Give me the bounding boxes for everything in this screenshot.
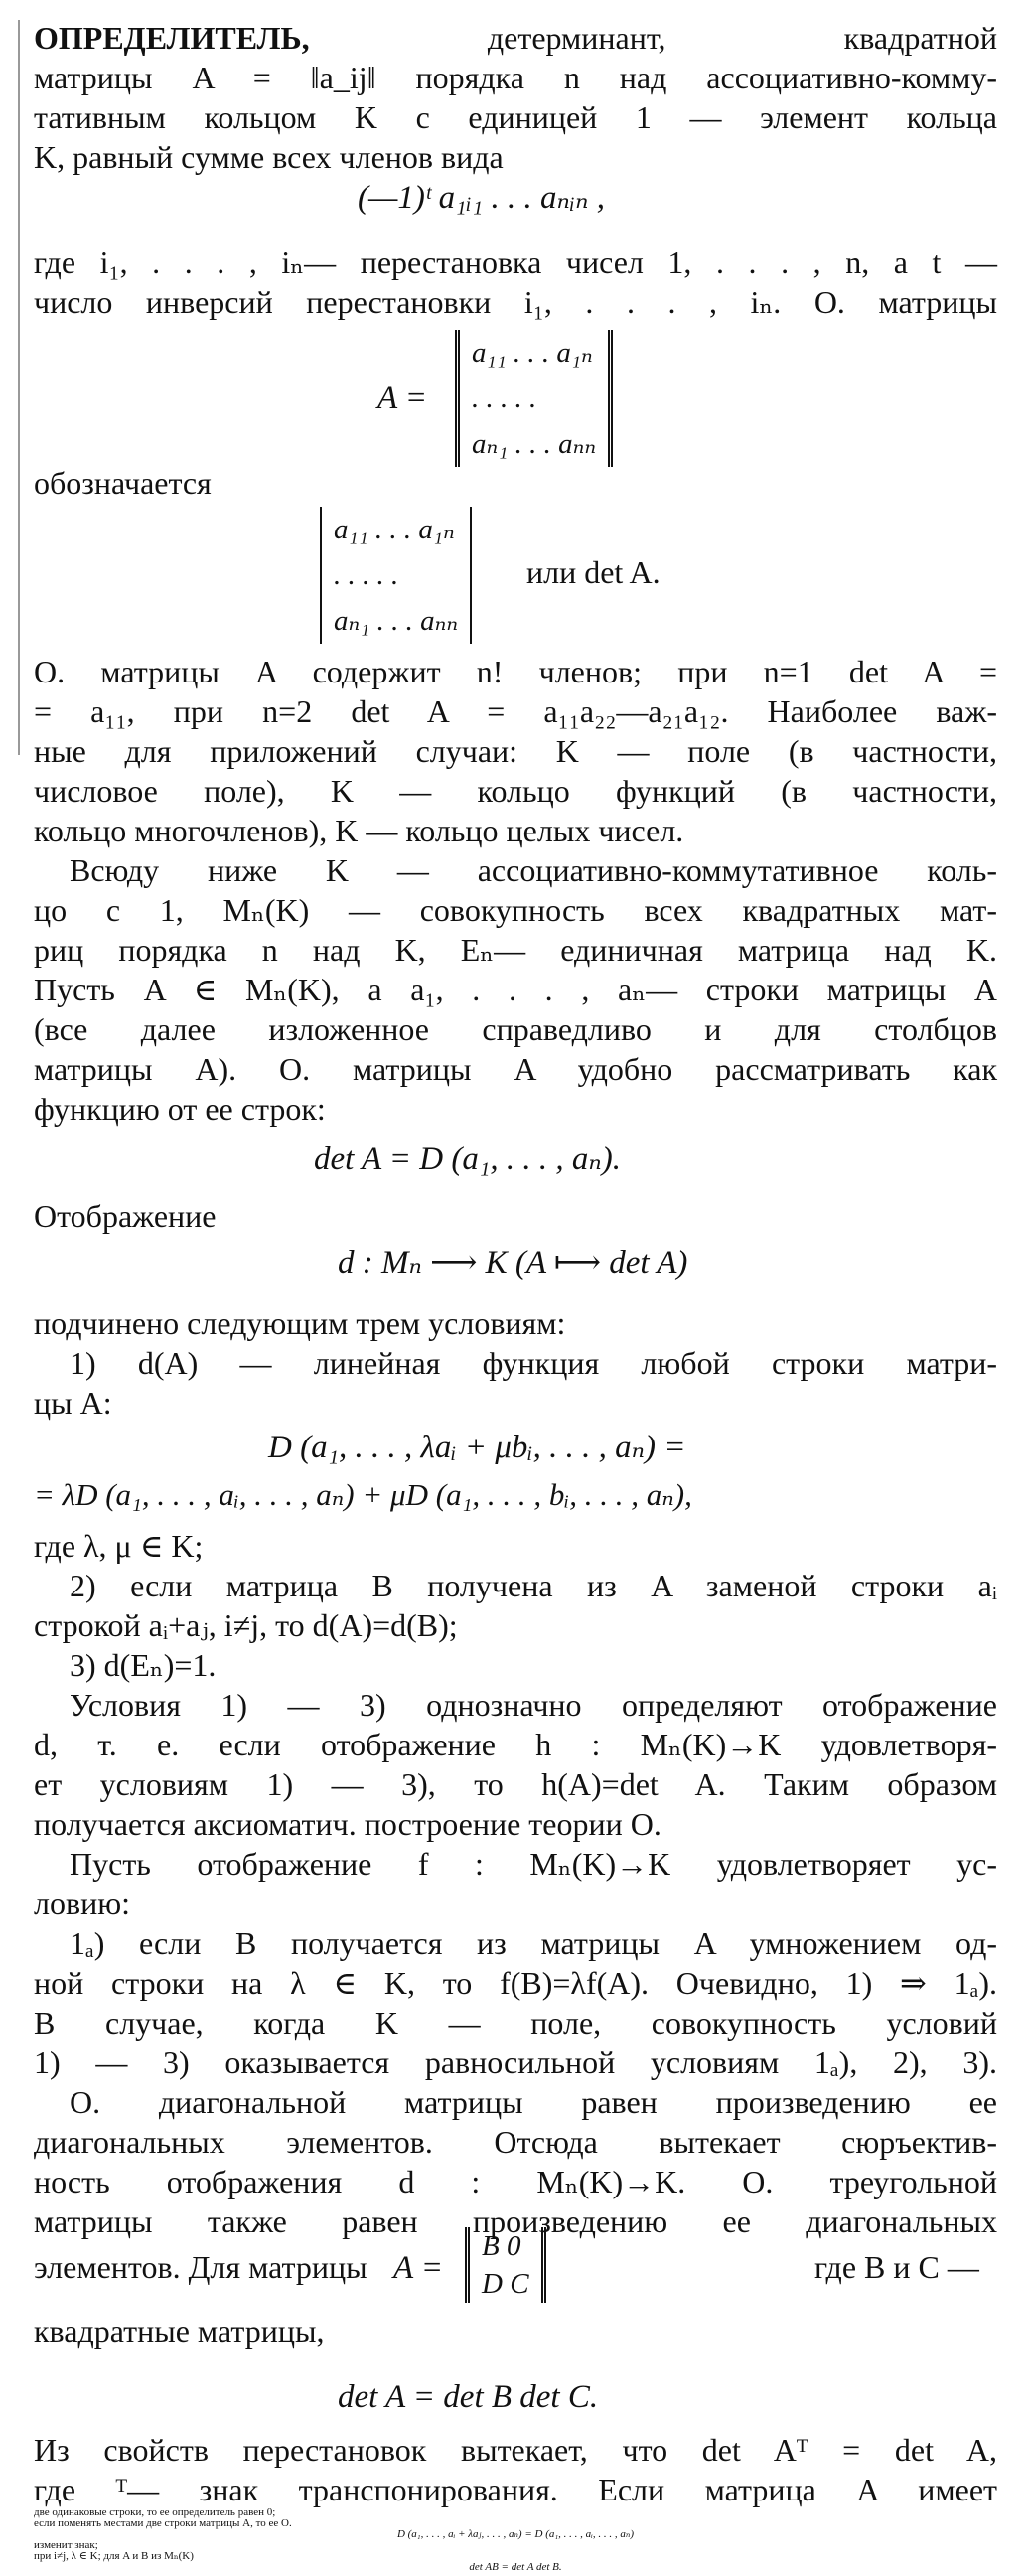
text-line-23: цы A: [34, 1385, 112, 1421]
text-line-8: О. матрицы A содержит n! членов; при n=1 det A = [34, 654, 997, 689]
block-matrix-row-2: D C [482, 2268, 529, 2300]
block-matrix-row-1: B 0 [482, 2230, 521, 2262]
matrix-row-3: aₙ₁ . . . aₙₙ [334, 605, 459, 637]
block-matrix [465, 2227, 546, 2303]
text-line-4: K, равный сумме всех членов вида [34, 139, 504, 175]
text-line-11: числовое поле), K — кольцо функций (в частности, [34, 773, 997, 809]
text-line-37: 1) — 3) оказывается равносильной условиям 1ₐ), 2), 3). [34, 2045, 997, 2080]
matrix-double-bars [455, 330, 613, 467]
page-bottom-block [34, 2507, 997, 2575]
text-line-19: функцию от ее строк: [34, 1091, 326, 1127]
text-line-34: 1ₐ) если B получается из матрицы A умножением од- [70, 1925, 997, 1961]
formula-sum-term: (—1)ᵗ a₁ᵢ₁ . . . aₙᵢₙ , [358, 180, 605, 216]
text-line-31: получается аксиоматич. построение теории О. [34, 1806, 662, 1842]
entry-title: ОПРЕДЕЛИТЕЛЬ, [34, 20, 310, 56]
text-line-10: ные для приложений случаи: K — поле (в частности, [34, 733, 997, 769]
text-line-3: тативным кольцом K с единицей 1 — элемент кольца [34, 99, 997, 135]
text-line-49: изменит знак; [34, 2539, 98, 2551]
formula-map: d : Mₙ ⟶ K (A ⟼ det A) [338, 1245, 688, 1281]
text-line-30: ет условиям 1) — 3), то h(A)=det A. Таким образом [34, 1766, 997, 1802]
text-line-39: диагональных элементов. Отсюда вытекает сюръектив- [34, 2124, 997, 2160]
text-line-24: где λ, μ ∈ K; [34, 1528, 204, 1564]
text-line-35: ной строки на λ ∈ K, то f(B)=λf(A). Очевидно, 1) ⇒ 1ₐ). [34, 1965, 997, 2001]
formula-a-eq: A = [377, 380, 428, 416]
text-line-43: где B и C — [814, 2249, 979, 2285]
formula-linear-2: = λD (a₁, . . . , aᵢ, . . . , aₙ) + μD (a₁, . . . , bᵢ, . . . , aₙ), [34, 1477, 692, 1512]
text-line-6: число инверсий перестановки i₁, . . . , iₙ. О. матрицы [34, 284, 997, 320]
text-line-1 [34, 18, 997, 58]
text-line-48: если поменять местами две строки матрицы A, то ее О. [34, 2517, 292, 2529]
formula-linear-1: D (a₁, . . . , λaᵢ + μbᵢ, . . . , aₙ) = [268, 1430, 686, 1465]
formula-add-row: D (a₁, . . . , aᵢ + λaⱼ, . . . , aₙ) = D (a₁, . . . , aᵢ, . . . , aₙ) [396, 2528, 635, 2540]
text-line-27: 3) d(Eₙ)=1. [70, 1647, 217, 1683]
text-line-47: две одинаковые строки, то ее определитель равен 0; [34, 2507, 276, 2518]
line-text: детерминант, квадратной [487, 20, 997, 56]
text-line-21: подчинено следующим трем условиям: [34, 1305, 566, 1341]
text-line-26: строкой aᵢ+aⱼ, i≠j, то d(A)=d(B); [34, 1607, 458, 1643]
text-line-18: матрицы A). О. матрицы A удобно рассматривать как [34, 1051, 997, 1087]
text-line-36: В случае, когда K — поле, совокупность условий [34, 2005, 997, 2041]
text-line-25: 2) если матрица B получена из A заменой строки aᵢ [70, 1568, 997, 1603]
text-line-41: матрицы также равен произведению ее диагональных [34, 2203, 997, 2239]
matrix-row-1: a₁₁ . . . a₁ₙ [472, 337, 593, 369]
text-line-46: где ᵀ— знак транспонирования. Если матрица A имеет [34, 2472, 997, 2507]
text-line-33: ловию: [34, 1886, 130, 1921]
text-line-45: Из свойств перестановок вытекает, что det Aᵀ = det A, [34, 2432, 997, 2468]
text-line-7: обозначается [34, 465, 212, 501]
matrix-row-1: a₁₁ . . . a₁ₙ [334, 514, 455, 545]
text-line-38: О. диагональной матрицы равен произведению ее [70, 2084, 997, 2120]
text-line-32: Пусть отображение f : Mₙ(K)→K удовлетворяет ус- [70, 1846, 997, 1882]
formula-ili-det: или det A. [526, 554, 661, 590]
text-line-12: кольцо многочленов), K — кольцо целых чисел. [34, 813, 684, 848]
text-line-22: 1) d(A) — линейная функция любой строки матри- [70, 1345, 997, 1381]
text-line-40: ность отображения d : Mₙ(K)→K. О. треугольной [34, 2164, 997, 2199]
matrix-row-2: . . . . . [334, 559, 399, 591]
formula-det-rows: det A = D (a₁, . . . , aₙ). [314, 1141, 621, 1177]
margin-rule [18, 20, 20, 755]
matrix-single-bars [320, 507, 472, 644]
matrix-row-2: . . . . . [472, 382, 537, 414]
text-line-16: Пусть A ∈ Mₙ(K), а a₁, . . . , aₙ— строки матрицы A [34, 972, 997, 1007]
matrix-row-3: aₙ₁ . . . aₙₙ [472, 428, 597, 460]
text-line-28: Условия 1) — 3) однозначно определяют отображение [70, 1687, 997, 1723]
text-line-20: Отображение [34, 1198, 217, 1234]
text-line-2: матрицы A = ‖a_ij‖ порядка n над ассоциативно-комму- [34, 60, 997, 95]
text-line-29: d, т. е. если отображение h : Mₙ(K)→K удовлетворя- [34, 1727, 997, 1762]
text-line-50: при i≠j, λ ∈ K; для A и B из Mₙ(K) [34, 2550, 194, 2562]
text-line-42: элементов. Для матрицы [34, 2249, 368, 2285]
text-line-9: = a₁₁, при n=2 det A = a₁₁a₂₂—a₂₁a₁₂. Наиболее важ- [34, 693, 997, 729]
text-line-14: цо с 1, Mₙ(K) — совокупность всех квадратных мат- [34, 892, 997, 928]
text-line-13: Всюду ниже K — ассоциативно-коммутативное коль- [70, 852, 997, 888]
text-line-15: риц порядка n над K, Eₙ— единичная матрица над K. [34, 932, 997, 968]
text-line-44: квадратные матрицы, [34, 2313, 325, 2349]
text-line-17: (все далее изложенное справедливо и для столбцов [34, 1011, 997, 1047]
formula-block-det: det A = det B det C. [338, 2379, 599, 2415]
text-line-5: где i₁, . . . , iₙ— перестановка чисел 1, . . . , n, а t — [34, 244, 997, 280]
formula-product: det AB = det A det B. [469, 2561, 562, 2573]
formula-block-a: A = [393, 2250, 444, 2286]
